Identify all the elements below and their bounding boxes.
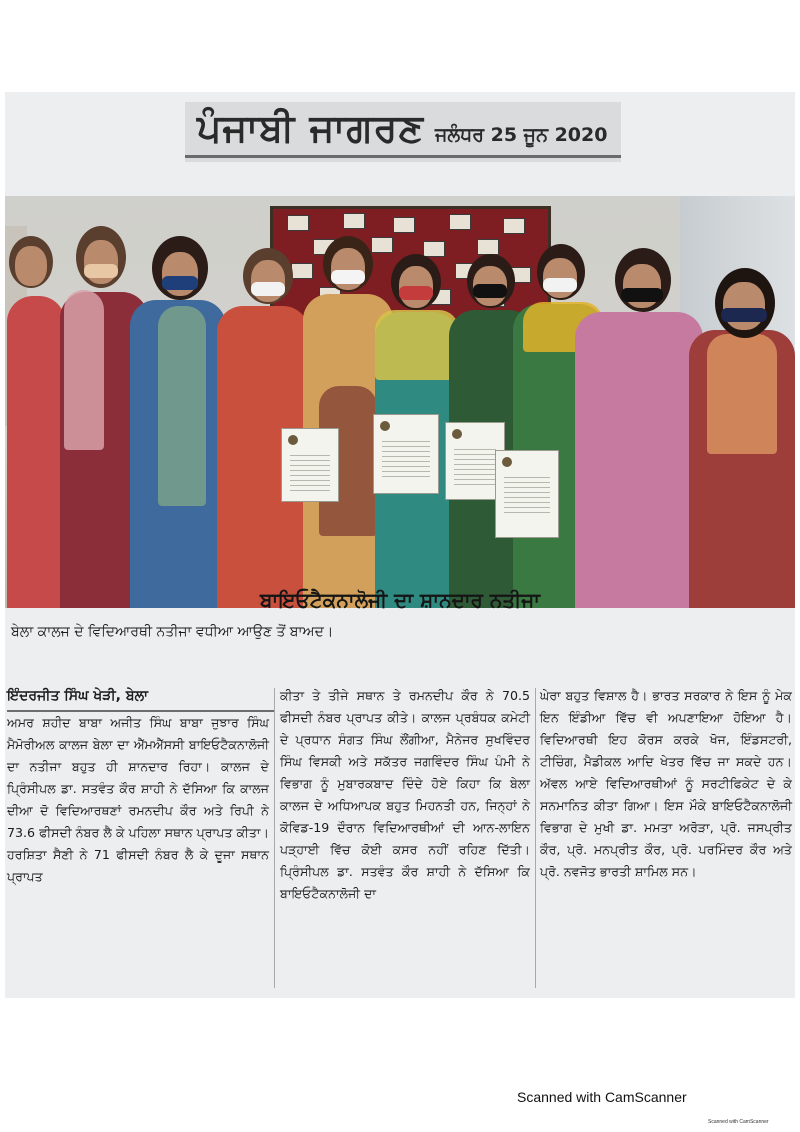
headline: ਬਾਇਓਟੈਕਨਾਲੋਜੀ ਦਾ ਸ਼ਾਨਦਾਰ ਨਤੀਜਾ xyxy=(259,588,541,612)
newspaper-name: ਪੰਜਾਬੀ ਜਾਗਰਣ xyxy=(197,106,425,150)
masthead xyxy=(185,102,621,162)
scanner-watermark-small: Scanned with CamScanner xyxy=(708,1119,769,1125)
newspaper-clipping xyxy=(5,92,795,998)
certificate-4 xyxy=(495,450,559,538)
article-text: ਕੀਤਾ ਤੇ ਤੀਜੇ ਸਥਾਨ ਤੇ ਰਮਨਦੀਪ ਕੌਰ ਨੇ 70.5 ਫੀਸਦੀ ਨੰਬਰ ਪ੍ਰਾਪਤ ਕੀਤੇ। ਕਾਲਜ ਪ੍ਰਬੰਧਕ ਕਮੇਟੀ ਦੇ ਪ੍ਰਧਾਨ ਸੰਗਤ ਸਿੰਘ ਲੌਂਗੀਆ, ਮੈਨੇਜਰ ਸੁਖਵਿੰਦਰ ਸਿੰਘ ਵਿਸਕੀ ਅਤੇ ਸਕੱਤਰ ਜਗਵਿੰਦਰ ਸਿੰਘ ਪੰਮੀ ਨੇ ਵਿਭਾਗ ਨੂੰ ਮੁਬਾਰਕਬਾਦ ਦਿੰਦੇ ਹੋਏ ਕਿਹਾ ਕਿ ਬੇਲਾ ਕਾਲਜ ਦੇ ਅਧਿਆਪਕ ਬਹੁਤ ਮਿਹਨਤੀ ਹਨ, ਜਿਨ੍ਹਾਂ ਨੇ ਕੋਵਿਡ-19 ਦੌਰਾਨ ਵਿਦਿਆਰਥੀਆਂ ਦੀ ਆਨ-ਲਾਇਨ ਪੜ੍ਹਾਈ ਵਿੱਚ ਕੋਈ ਕਸਰ ਨਹੀਂ ਰਹਿਣ ਦਿੱਤੀ। ਪ੍ਰਿੰਸੀਪਲ ਡਾ. ਸਤਵੰਤ ਕੌਰ ਸ਼ਾਹੀ ਨੇ ਦੱਸਿਆ ਕਿ ਬਾਇਓਟੈਕਨਾਲੋਜੀ ਦਾ xyxy=(280,688,530,901)
edition-date: ਜਲੰਧਰ 25 ਜੂਨ 2020 xyxy=(435,124,608,146)
article-column-3 xyxy=(540,685,792,883)
article-column-1 xyxy=(7,712,269,888)
masthead-rule xyxy=(185,155,621,158)
article-text: ਘੇਰਾ ਬਹੁਤ ਵਿਸ਼ਾਲ ਹੈ। ਭਾਰਤ ਸਰਕਾਰ ਨੇ ਇਸ ਨੂੰ ਮੇਕ ਇਨ ਇੰਡੀਆ ਵਿੱਚ ਵੀ ਅਪਣਾਇਆ ਹੋਇਆ ਹੈ। ਵਿਦਿਆਰਥੀ ਇਹ ਕੋਰਸ ਕਰਕੇ ਖੋਜ, ਇੰਡਸਟਰੀ, ਟੀਚਿੰਗ, ਮੈਡੀਕਲ ਆਦਿ ਖੇਤਰ ਵਿੱਚ ਜਾ ਸਕਦੇ ਹਨ। ਅੱਵਲ ਆਏ ਵਿਦਿਆਰਥੀਆਂ ਨੂੰ ਸਰਟੀਫਿਕੇਟ ਦੇ ਕੇ ਸਨਮਾਨਿਤ ਕੀਤਾ ਗਿਆ। ਇਸ ਮੌਕੇ ਬਾਇਓਟੈਕਨਾਲੋਜੀ ਵਿਭਾਗ ਦੇ ਮੁਖੀ ਡਾ. ਮਮਤਾ ਅਰੋੜਾ, ਪ੍ਰੋ. ਜਸਪ੍ਰੀਤ ਕੌਰ, ਪ੍ਰੋ. ਮਨਪ੍ਰੀਤ ਕੌਰ, ਪ੍ਰੋ. ਪਰਮਿੰਦਰ ਕੌਰ ਅਤੇ ਪ੍ਰੋ. ਨਵਜੋਤ ਭਾਰਤੀ ਸ਼ਾਮਿਲ ਸਨ। xyxy=(540,688,792,879)
byline: ਇੰਦਰਜੀਤ ਸਿੰਘ ਖੇੜੀ, ਬੇਲਾ xyxy=(7,688,275,712)
certificate-2 xyxy=(373,414,439,494)
column-divider xyxy=(535,688,536,988)
column-divider xyxy=(274,688,275,988)
photo-caption: ਬੇਲਾ ਕਾਲਜ ਦੇ ਵਿਦਿਆਰਥੀ ਨਤੀਜਾ ਵਧੀਆ ਆਉਣ ਤੋਂ ਬਾਅਦ। xyxy=(11,624,334,640)
certificate-1 xyxy=(281,428,339,502)
article-column-2 xyxy=(280,685,530,905)
scanner-watermark: Scanned with CamScanner xyxy=(517,1089,687,1105)
article-text: ਅਮਰ ਸ਼ਹੀਦ ਬਾਬਾ ਅਜੀਤ ਸਿੰਘ ਬਾਬਾ ਜੁਝਾਰ ਸਿੰਘ ਮੈਮੋਰੀਅਲ ਕਾਲਜ ਬੇਲਾ ਦਾ ਐੱਮਐੱਸਸੀ ਬਾਇਓਟੈਕਨਾਲੋਜੀ ਦਾ ਨਤੀਜਾ ਬਹੁਤ ਹੀ ਸ਼ਾਨਦਾਰ ਰਿਹਾ। ਕਾਲਜ ਦੇ ਪ੍ਰਿੰਸੀਪਲ ਡਾ. ਸਤਵੰਤ ਕੌਰ ਸ਼ਾਹੀ ਨੇ ਦੱਸਿਆ ਕਿ ਕਾਲਜ ਦੀਆ ਦੋ ਵਿਦਿਆਰਥਣਾਂ ਰਮਨਦੀਪ ਕੌਰ ਅਤੇ ਰਿਪੀ ਨੇ 73.6 ਫੀਸਦੀ ਨੰਬਰ ਲੈ ਕੇ ਪਹਿਲਾ ਸਥਾਨ ਪ੍ਰਾਪਤ ਕੀਤਾ। ਹਰਸ਼ਿਤਾ ਸੈਣੀ ਨੇ 71 ਫੀਸਦੀ ਨੰਬਰ ਲੈ ਕੇ ਦੂਜਾ ਸਥਾਨ ਪ੍ਰਾਪਤ xyxy=(7,715,269,884)
group-photo xyxy=(5,196,795,608)
